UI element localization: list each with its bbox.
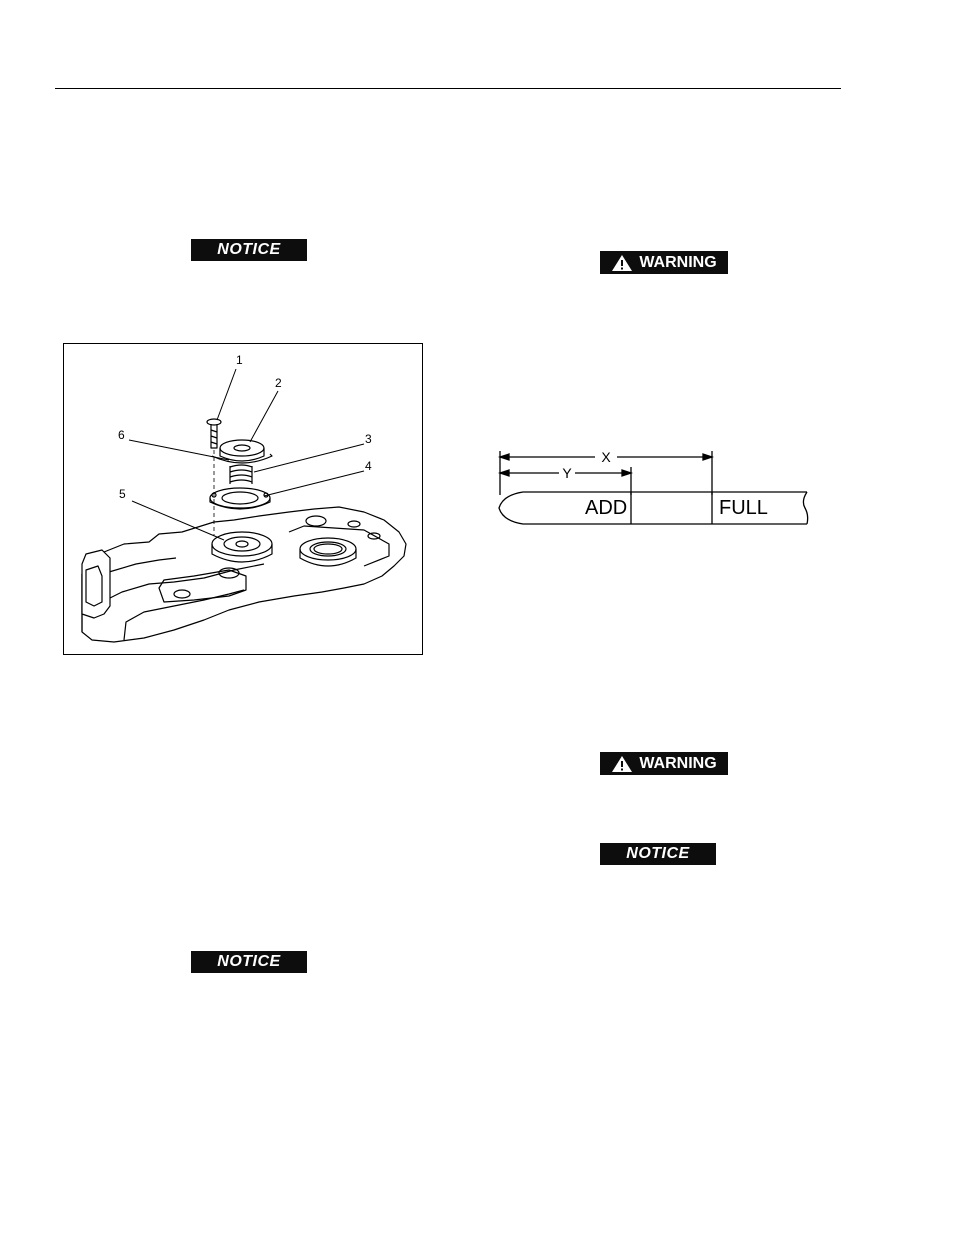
warning-triangle-icon bbox=[611, 755, 633, 773]
valve-cover-figure bbox=[63, 343, 423, 655]
add-mark: ADD bbox=[585, 497, 628, 519]
notice-badge-label: NOTICE bbox=[217, 241, 281, 258]
callout-5: 5 bbox=[119, 487, 126, 501]
header-rule bbox=[55, 88, 841, 89]
callout-4: 4 bbox=[365, 459, 372, 473]
warning-badge bbox=[600, 251, 728, 274]
dipstick-figure bbox=[495, 445, 813, 530]
warning-badge-label: WARNING bbox=[639, 754, 717, 772]
valve-cover-illustration bbox=[64, 344, 421, 653]
dimension-x-label: X bbox=[601, 449, 611, 465]
dipstick-illustration bbox=[495, 445, 813, 530]
callout-1: 1 bbox=[236, 353, 243, 367]
notice-badge-label: NOTICE bbox=[217, 953, 281, 970]
warning-badge bbox=[600, 752, 728, 775]
full-mark: FULL bbox=[719, 497, 768, 519]
notice-badge bbox=[600, 843, 716, 865]
warning-triangle-icon bbox=[611, 254, 633, 272]
notice-badge bbox=[191, 951, 307, 973]
warning-badge-label: WARNING bbox=[639, 253, 717, 271]
callout-6: 6 bbox=[118, 428, 125, 442]
notice-badge bbox=[191, 239, 307, 261]
dimension-y-label: Y bbox=[562, 465, 572, 481]
notice-badge-label: NOTICE bbox=[626, 845, 690, 862]
callout-2: 2 bbox=[275, 376, 282, 390]
callout-3: 3 bbox=[365, 432, 372, 446]
